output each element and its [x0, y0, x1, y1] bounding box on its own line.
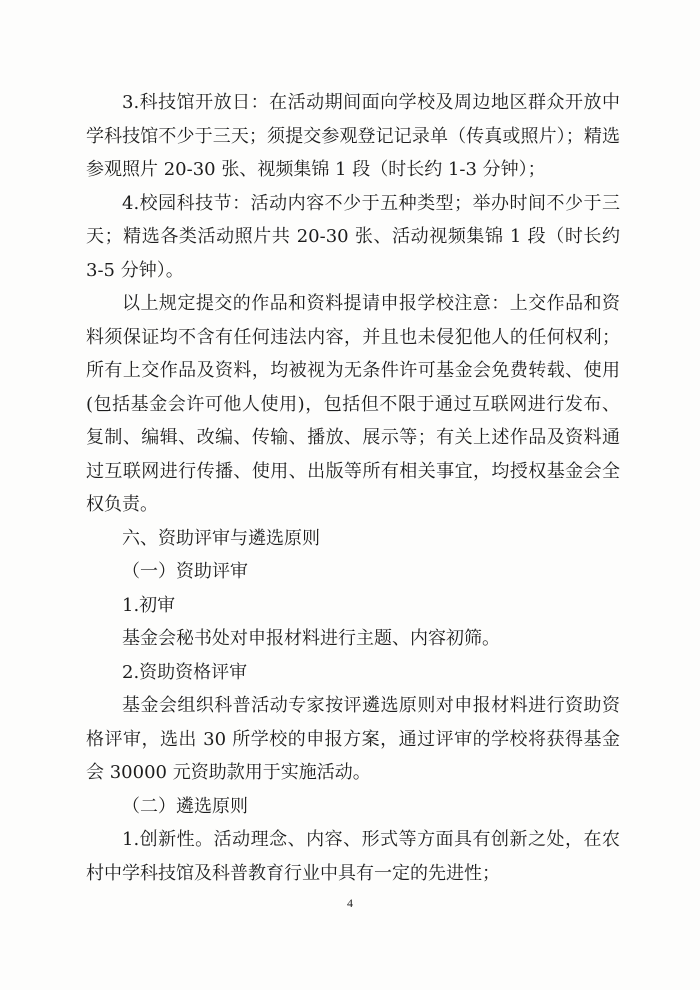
paragraph-initial-review: 基金会秘书处对申报材料进行主题、内容初筛。 — [122, 628, 500, 649]
paragraph-innovation: 1.创新性。活动理念、内容、形式等方面具有创新之处，在农村中学科技馆及科普教育行业中具有一定的先进性； — [86, 829, 620, 884]
paragraph-science-festival: 4.校园科技节：活动内容不少于五种类型；举办时间不少于三天；精选各类活动照片共 20-30 张、活动视频集锦 1 段（时长约 3-5 分钟）。 — [86, 192, 620, 281]
paragraph-open-day: 3.科技馆开放日：在活动期间面向学校及周边地区群众开放中学科技馆不少于三天；须提交参观登记记录单（传真或照片）；精选参观照片 20-30 张、视频集锦 1 段（时长约 1-3 分钟）； — [86, 92, 620, 180]
document-body — [86, 86, 620, 890]
paragraph-submission-notice: 以上规定提交的作品和资料提请申报学校注意：上交作品和资料须保证均不含有任何违法内容，并且也未侵犯他人的任何权利；所有上交作品及资料，均被视为无条件许可基金会免费转载、使用(包括基金会许可他人使用)，包括但不限于通过互联网进行发布、复制、编辑、改编、传输、播放、展示等；有关上述作品及资料通过互联网进行传播、使用、出版等所有相关事宜，均授权基金会全权负责。 — [86, 293, 620, 515]
item-heading-initial-review: 1.初审 — [122, 594, 176, 616]
subsection-heading-funding-review: （一）资助评审 — [122, 561, 248, 582]
item-heading-qualification-review: 2.资助资格评审 — [122, 661, 248, 683]
paragraph-qualification-review: 基金会组织科普活动专家按评遴选原则对申报材料进行资助资格评审，选出 30 所学校的申报方案，通过评审的学校将获得基金会 30000 元资助款用于实施活动。 — [86, 695, 620, 783]
section-heading-review: 六、资助评审与遴选原则 — [122, 527, 320, 549]
subsection-heading-selection-principles: （二）遴选原则 — [122, 795, 248, 817]
page-number: 4 — [347, 896, 353, 910]
